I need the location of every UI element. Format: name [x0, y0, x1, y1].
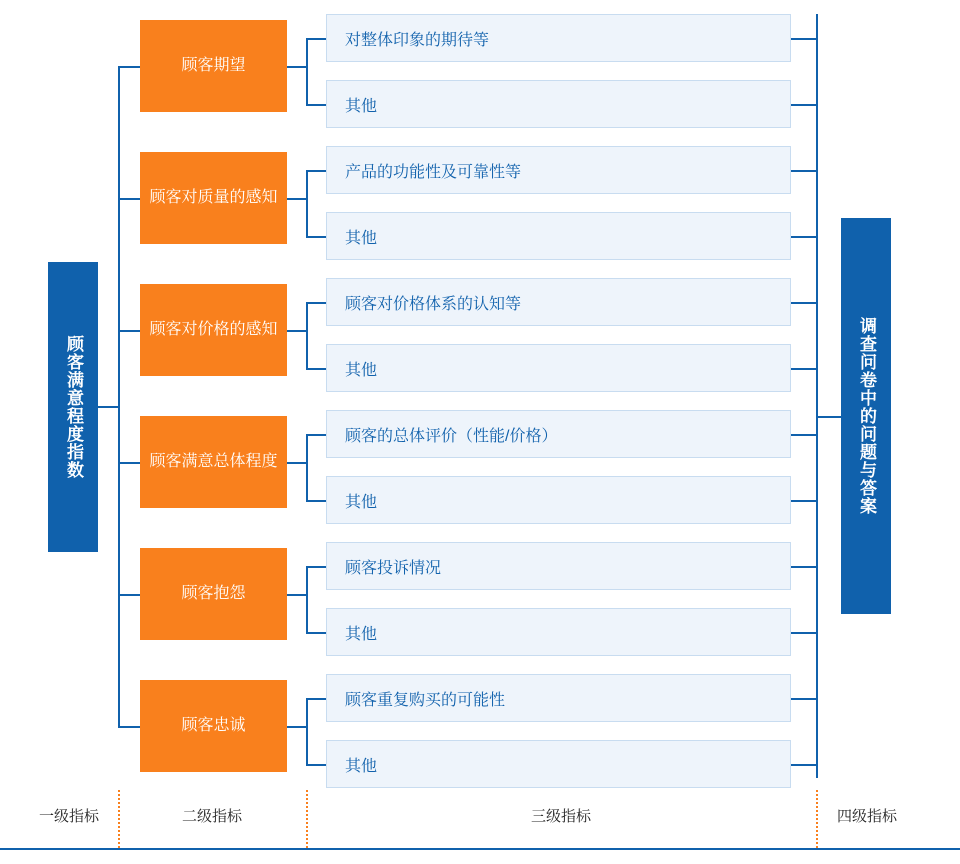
level3-box: 对整体印象的期待等 [326, 14, 791, 62]
connector-level4-branch [791, 170, 817, 172]
footer-label-level2: 二级指标 [181, 808, 242, 825]
connector-level4-branch [791, 566, 817, 568]
connector-level4-branch [791, 764, 817, 766]
connector-level3-branch [306, 500, 327, 502]
connector-level3-branch [306, 434, 327, 436]
level2-box-overall-satisfaction: 顾客满意总体程度 [140, 416, 287, 508]
connector-level4-branch [791, 500, 817, 502]
level2-box-expectation: 顾客期望 [140, 20, 287, 112]
level3-box: 其他 [326, 212, 791, 260]
connector-level4-branch [791, 104, 817, 106]
connector-level1-trunk [118, 66, 120, 726]
connector-level4-branch [791, 368, 817, 370]
connector-level4-stub [816, 416, 842, 418]
connector-level3-trunk [306, 38, 308, 104]
connector-level2-branch [118, 198, 141, 200]
connector-level3-branch [306, 368, 327, 370]
connector-level3-stub [287, 594, 307, 596]
connector-level4-branch [791, 698, 817, 700]
connector-level3-branch [306, 104, 327, 106]
connector-level2-branch [118, 462, 141, 464]
connector-level1-stub [98, 406, 119, 408]
level3-box: 其他 [326, 608, 791, 656]
connector-level3-branch [306, 236, 327, 238]
connector-level2-branch [118, 726, 141, 728]
connector-level3-trunk [306, 698, 308, 764]
level3-box: 顾客重复购买的可能性 [326, 674, 791, 722]
connector-level2-branch [118, 66, 141, 68]
footer-label-level3: 三级指标 [530, 808, 591, 825]
connector-level3-branch [306, 566, 327, 568]
level3-box: 其他 [326, 80, 791, 128]
connector-level3-stub [287, 198, 307, 200]
connector-level3-stub [287, 726, 307, 728]
footer-label-level1: 一级指标 [38, 808, 99, 825]
connector-level3-trunk [306, 302, 308, 368]
connector-level3-trunk [306, 434, 308, 500]
footer-separator [118, 790, 120, 848]
level3-box: 产品的功能性及可靠性等 [326, 146, 791, 194]
connector-level2-branch [118, 594, 141, 596]
connector-level3-branch [306, 170, 327, 172]
connector-level4-branch [791, 434, 817, 436]
connector-level3-branch [306, 302, 327, 304]
level3-box: 其他 [326, 344, 791, 392]
connector-level3-stub [287, 462, 307, 464]
level3-box: 顾客投诉情况 [326, 542, 791, 590]
level3-box: 顾客的总体评价（性能/价格） [326, 410, 791, 458]
connector-level3-stub [287, 66, 307, 68]
level3-box: 顾客对价格体系的认知等 [326, 278, 791, 326]
connector-level3-branch [306, 38, 327, 40]
footer-separator [306, 790, 308, 848]
connector-level3-branch [306, 632, 327, 634]
footer-rule [0, 848, 960, 850]
connector-level4-branch [791, 302, 817, 304]
connector-level3-branch [306, 698, 327, 700]
level3-box: 其他 [326, 740, 791, 788]
connector-level3-branch [306, 764, 327, 766]
level3-box: 其他 [326, 476, 791, 524]
level1-index-box: 顾客满意程度指数 [48, 262, 98, 552]
connector-level3-trunk [306, 170, 308, 236]
connector-level4-branch [791, 632, 817, 634]
level2-box-price-perception: 顾客对价格的感知 [140, 284, 287, 376]
level2-box-quality-perception: 顾客对质量的感知 [140, 152, 287, 244]
connector-level3-stub [287, 330, 307, 332]
level2-box-loyalty: 顾客忠诚 [140, 680, 287, 772]
connector-level4-branch [791, 38, 817, 40]
connector-level2-branch [118, 330, 141, 332]
level2-box-complaint: 顾客抱怨 [140, 548, 287, 640]
connector-level3-trunk [306, 566, 308, 632]
connector-level4-trunk [816, 14, 818, 778]
footer-label-level4: 四级指标 [836, 808, 897, 825]
connector-level4-branch [791, 236, 817, 238]
level4-questionnaire-box: 调查问卷中的问题与答案 [841, 218, 891, 614]
footer-separator [816, 790, 818, 848]
